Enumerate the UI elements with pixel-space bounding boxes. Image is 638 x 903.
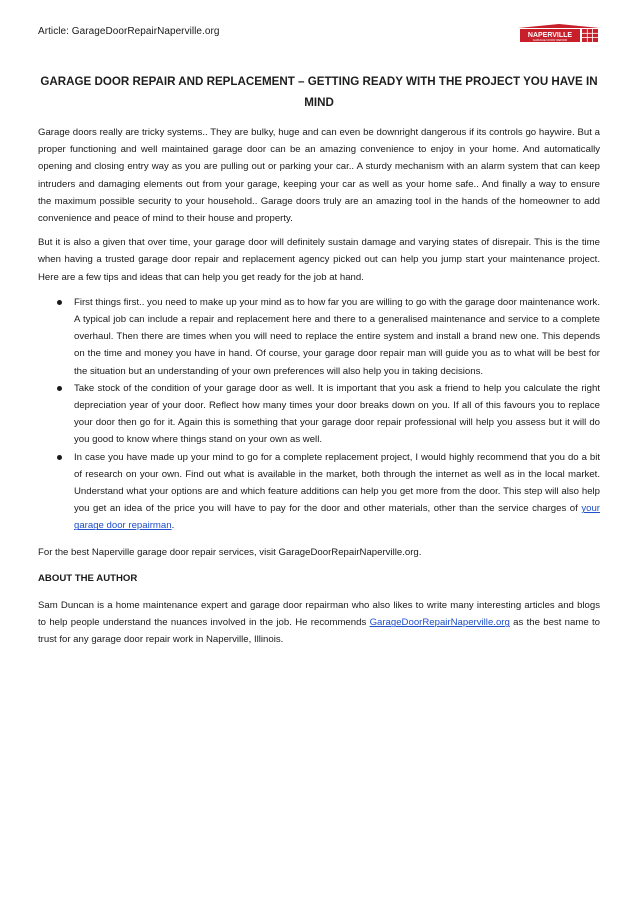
bullet-icon (57, 455, 62, 460)
tip-text-end: . (171, 520, 175, 532)
article-label: Article: GarageDoorRepairNaperville.org (38, 26, 220, 37)
list-item (38, 380, 600, 449)
services-paragraph: For the best Naperville garage door repair services, visit GarageDoorRepairNaperville.org. (38, 546, 422, 558)
intro-paragraph: Garage doors really are tricky systems.. They are bulky, huge and can even be downright dangerous if its controls go haywire. But a proper functioning and well maintained garage door can be an amazing convenience to enjoy in your home. And automatically opening and closing entry way as you are pulling out or parking your car.. A sturdy mechanism with an alarm system that can keep intruders and damaging elements out from your garage, keeping your car as well as your home safe.. And finally a way to ensure the maximum possible security to your household.. Garage doors truly are an amazing tool in the hands of the homeowner to add convenience and peace of mind to their house and property. (38, 127, 600, 225)
author-text: Sam Duncan is a home maintenance expert and garage door repairman who also likes to write many interesting articles and blogs to help people understand the nuances involved in the job. He recommends (38, 600, 600, 629)
logo-subtext: GARAGE DOOR REPAIR (532, 38, 568, 42)
article-title: GARAGE DOOR REPAIR AND REPLACEMENT – GETTING READY WITH THE PROJECT YOU HAVE IN MIND (40, 75, 598, 109)
tip-text: In case you have made up your mind to go for a complete replacement project, I would highly recommend that you do a bit of research on your own. Find out what is available in the market, both through the internet as well as in the local market. Understand what your options are and which feature additions can help you get more from the door. This step will also help you get an idea of the price you will have to pay for the door and other materials, other than the service charges of (74, 451, 600, 515)
logo-graphic (518, 24, 600, 44)
bullet-icon (57, 386, 62, 391)
context-paragraph: But it is also a given that over time, your garage door will definitely sustain damage and varying states of disrepair. This is the time when having a trusted garage door repair and replacement agency picked out can help you jump start your maintenance project. Here are a few tips and ideas that can help you get ready for the job at hand. (38, 237, 600, 283)
author-text-end: as the best name to trust for any garage door repair work in Naperville, Illinois. (38, 617, 601, 646)
page-header (38, 24, 600, 44)
list-item (38, 294, 600, 380)
repairman-link[interactable]: your garage door repairman (74, 503, 600, 532)
tip-text: Take stock of the condition of your garage door as well. It is important that you ask a friend to help you calculate the right depreciation year of your door. Reflect how many times your door breaks down on you. If all of this favours you to replace your door then go for it. Again this is something that your garage door repair professional will help you assess but it will do you good to know where things stand on your own as well. (74, 382, 600, 446)
author-paragraph (38, 597, 600, 649)
list-item (38, 449, 600, 535)
logo-text: NAPERVILLE (527, 32, 573, 39)
tip-text: First things first.. you need to make up your mind as to how far you are willing to go with the garage door maintenance work. A typical job can include a repair and replacement here and there to a generalised maintenance and service to a complete overhaul. Then there are times when you will need to replace the entire system and install a brand new one. This depends on the time and money you have in hand. Of course, your garage door repair man will guide you as to what will be best for the situation but an understanding of your own preferences will also help you in taking decisions. (74, 296, 600, 377)
article-body (38, 124, 600, 649)
website-link[interactable]: GarageDoorRepairNaperville.org (369, 617, 510, 629)
about-heading: ABOUT THE AUTHOR (38, 572, 138, 584)
bullet-icon (57, 300, 62, 305)
tips-list (38, 294, 600, 535)
naperville-logo (518, 24, 600, 44)
